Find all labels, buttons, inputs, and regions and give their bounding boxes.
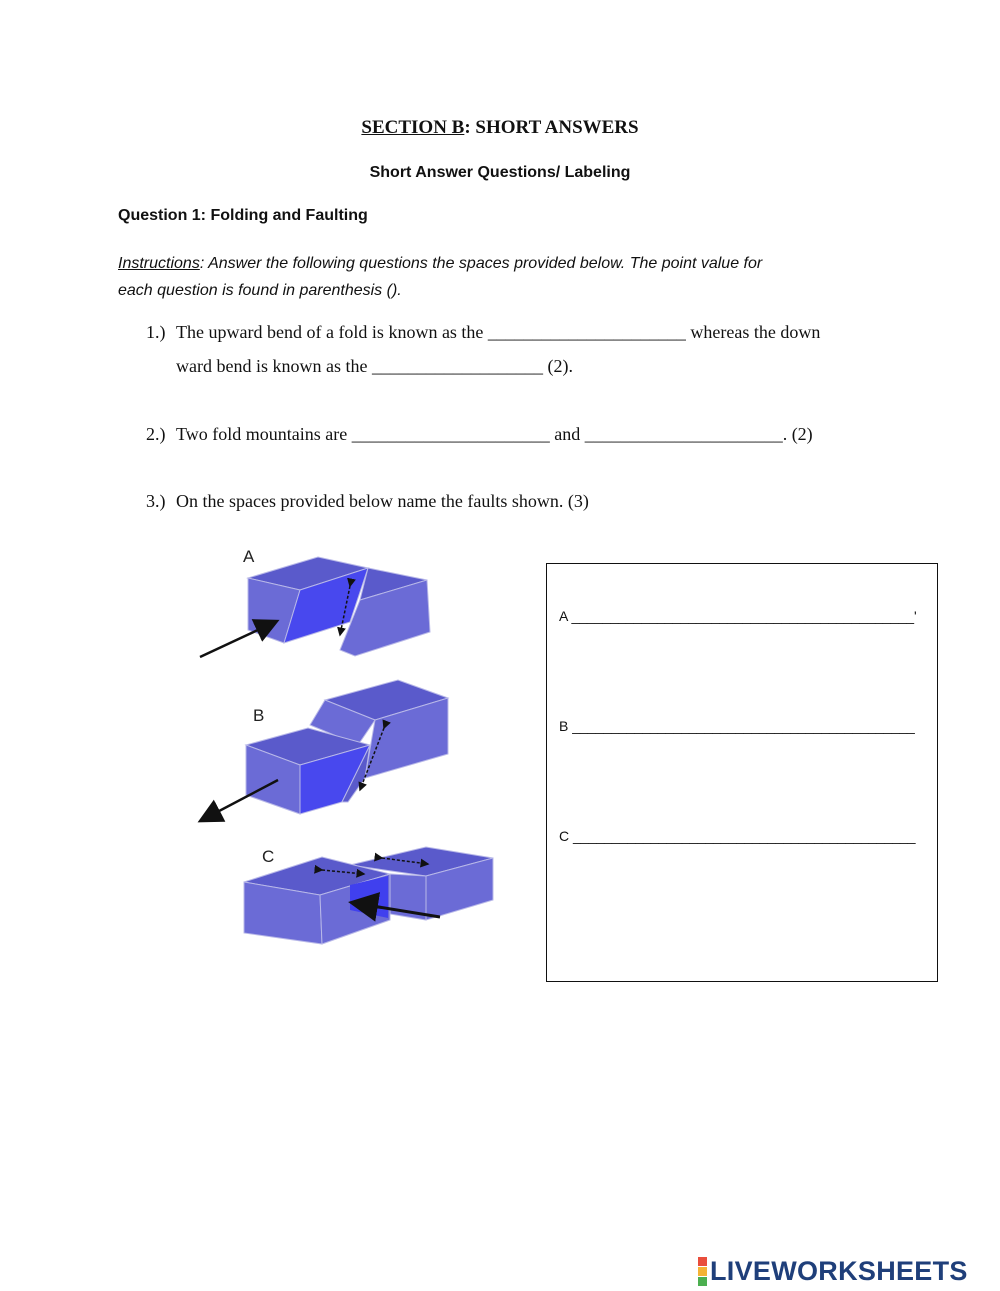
instructions-line1: : Answer the following questions the spaces provided below. The point value for	[199, 255, 763, 272]
fault-block-b	[202, 680, 448, 820]
question-item-3	[146, 491, 589, 512]
instructions-line2: each question is found in parenthesis ().	[118, 282, 402, 299]
instructions	[118, 250, 878, 304]
fault-block-a	[200, 557, 430, 657]
section-title-rest: : SHORT ANSWERS	[464, 117, 639, 138]
question-item-2	[146, 424, 813, 445]
item-text-line1[interactable]: The upward bend of a fold is known as the ______________________ whereas the down	[176, 322, 821, 342]
question-item-1	[146, 322, 820, 343]
item-text-line1[interactable]: Two fold mountains are ______________________ and ______________________. (2)	[176, 424, 813, 444]
fault-block-c	[244, 847, 493, 944]
question-heading: Question 1: Folding and Faulting	[118, 207, 368, 224]
item-number: 3.)	[146, 491, 166, 511]
brand-logo-icon	[697, 1256, 707, 1286]
section-title	[0, 117, 1000, 139]
section-title-label: SECTION B	[361, 117, 465, 138]
diagram-label-c: C	[262, 847, 275, 866]
item-text-line1: On the spaces provided below name the faults shown. (3)	[176, 491, 589, 511]
section-subtitle: Short Answer Questions/ Labeling	[369, 164, 631, 181]
diagram-label-b: B	[253, 706, 265, 725]
answer-line-c[interactable]: C ____________________________________________	[559, 828, 916, 844]
logo-cell-i	[698, 1267, 707, 1276]
diagram-label-a: A	[243, 547, 255, 566]
answer-line-b[interactable]: B ____________________________________________	[559, 718, 915, 734]
answer-line-a[interactable]: A ____________________________________________'	[559, 608, 917, 624]
logo-cell-l	[698, 1257, 707, 1266]
instructions-label: Instructions	[118, 255, 200, 272]
brand-name: LIVEWORKSHEETS	[710, 1255, 968, 1286]
item-number: 2.)	[146, 424, 166, 444]
item-number: 1.)	[146, 322, 166, 342]
brand-logo	[697, 1254, 968, 1288]
fault-diagram	[190, 540, 510, 960]
answer-box	[546, 563, 938, 982]
question-item-1-line2[interactable]: ward bend is known as the ___________________ (2).	[176, 356, 573, 376]
logo-cell-v	[698, 1277, 707, 1286]
